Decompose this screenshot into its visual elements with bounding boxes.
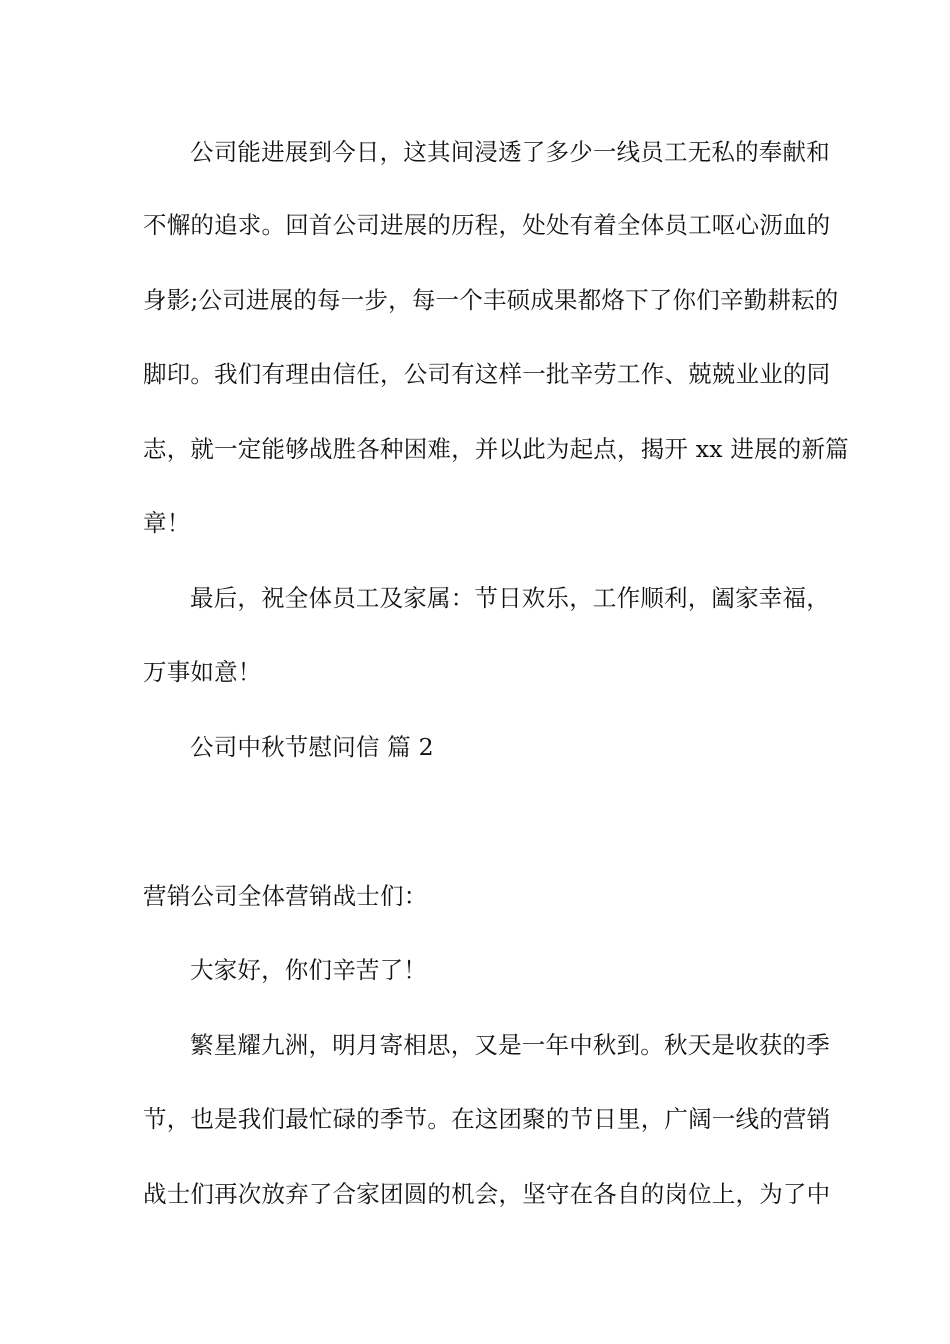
paragraph-line: 身影;公司进展的每一步，每一个丰硕成果都烙下了你们辛勤耕耘的 (143, 286, 839, 314)
paragraph-line: 繁星耀九洲，明月寄相思，又是一年中秋到。秋天是收获的季 (190, 1031, 830, 1059)
paragraph-line: 章！ (143, 509, 191, 537)
section-heading: 公司中秋节慰问信 篇 2 (190, 733, 434, 761)
paragraph-line: 战士们再次放弃了合家团圆的机会，坚守在各自的岗位上，为了中 (143, 1180, 831, 1208)
paragraph-line: 脚印。我们有理由信任，公司有这样一批辛劳工作、兢兢业业的同 (143, 360, 831, 388)
paragraph-line: 节，也是我们最忙碌的季节。在这团聚的节日里，广阔一线的营销 (143, 1105, 831, 1133)
salutation: 营销公司全体营销战士们： (143, 882, 428, 910)
paragraph-line: 志，就一定能够战胜各种困难，并以此为起点，揭开 xx 进展的新篇 (143, 435, 849, 463)
paragraph-line: 万事如意！ (143, 658, 262, 686)
paragraph-line: 公司能进展到今日，这其间浸透了多少一线员工无私的奉献和 (190, 138, 830, 166)
greeting-line: 大家好，你们辛苦了！ (190, 956, 427, 984)
paragraph-line: 最后，祝全体员工及家属：节日欢乐，工作顺利，阖家幸福， (190, 584, 830, 612)
paragraph-line: 不懈的追求。回首公司进展的历程，处处有着全体员工呕心沥血的 (143, 211, 831, 239)
